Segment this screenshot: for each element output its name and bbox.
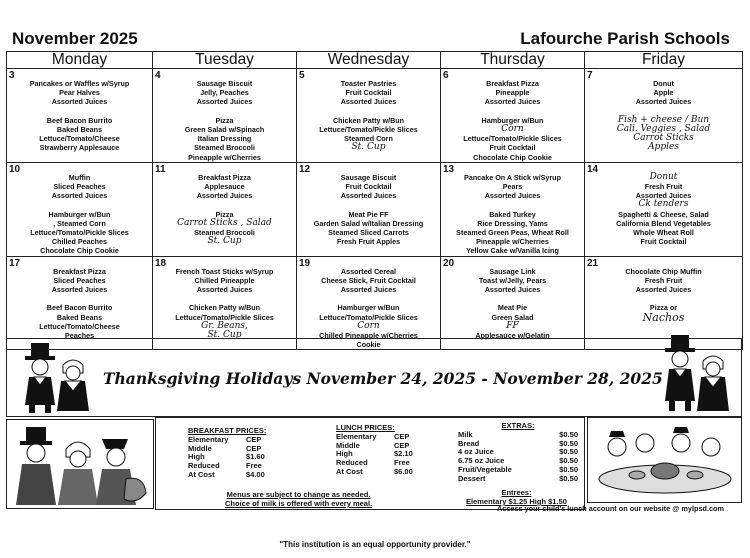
price-value: $0.50: [559, 456, 578, 466]
menu-line: Lettuce/Tomato/Pickle Slices: [30, 228, 129, 238]
menu-line: Sausage Biscuit: [340, 172, 397, 182]
weekday-header-row: [7, 52, 743, 69]
menu-line: Assorted Cereal: [340, 266, 397, 276]
menu-line: Chicken Patty w/Bun: [188, 303, 261, 313]
menu-line: Assorted Juices: [340, 97, 397, 107]
price-value: $0.50: [559, 464, 578, 474]
day-cell: [7, 69, 153, 163]
handwritten-line: Fish + cheese / Bun: [617, 114, 710, 125]
menu-line: Muffin: [68, 172, 91, 182]
price-label: Elementary: [336, 431, 377, 441]
menu-line: Hamburger w/Bun: [481, 115, 544, 125]
day-number: 7: [587, 70, 593, 81]
menu-line: Jelly, Peaches: [200, 88, 249, 98]
handwritten-line: Donut: [649, 171, 678, 182]
menu-line: Chilled Peaches: [51, 237, 108, 247]
menu-notes: [225, 490, 372, 508]
menu-line: Chilled Pineapple: [194, 275, 255, 285]
lunch-prices-title: LUNCH PRICES:: [336, 423, 395, 432]
price-value: $0.50: [559, 447, 578, 457]
pilgrim-couple-icon: [17, 341, 97, 415]
menu-line: Breakfast Pizza: [486, 79, 539, 88]
lunch-prices: [336, 424, 413, 477]
menu-line: Chocolate Chip Cookie: [40, 246, 119, 256]
price-label: Reduced: [188, 461, 220, 471]
breakfast-prices: [188, 427, 266, 480]
handwritten-line: Ck tenders: [638, 199, 689, 210]
menu-line: Pizza or: [649, 303, 678, 313]
menu-line: Lettuce/Tomato/Cheese: [39, 321, 120, 331]
menu-line: Lettuce/Tomato/Cheese: [39, 134, 120, 144]
day-cell: [153, 162, 297, 256]
menu-line: Garden Salad w/Italian Dressing: [313, 218, 424, 228]
menu-line: Pancakes or Waffles w/Syrup: [29, 79, 130, 88]
menu-line: Peaches: [64, 331, 95, 341]
day-number: 18: [155, 257, 167, 269]
menu-line: Yellow Cake w/Vanilla Icing: [466, 246, 559, 256]
menu-line: Sausage Biscuit: [196, 79, 253, 88]
menu-line: Pineapple w/Cherries: [476, 237, 549, 247]
breakfast-prices-title: BREAKFAST PRICES:: [188, 426, 267, 435]
menu-line: Chocolate Chip Cookie: [473, 152, 552, 162]
menu-line: Assorted Juices: [635, 97, 692, 107]
menu-line: Assorted Juices: [484, 285, 541, 295]
price-label: At Cost: [188, 469, 215, 479]
handwritten-line: St. Cup: [207, 236, 242, 247]
menu-line: Meat Pie FF: [348, 209, 389, 219]
price-value: $4.00: [246, 469, 265, 479]
day-cell: [7, 162, 153, 256]
menu-line: Applesauce: [204, 182, 245, 192]
menu-line: Assorted Juices: [196, 285, 253, 295]
weekday-tuesday: Tuesday: [153, 52, 297, 69]
menu-line: Strawberry Applesauce: [39, 143, 120, 153]
price-label: Milk: [458, 429, 473, 439]
day-cell: [153, 69, 297, 163]
menu-line: Spaghetti & Cheese, Salad: [618, 209, 709, 219]
day-number: 19: [299, 257, 311, 269]
menu-line: Italian Dressing: [197, 134, 252, 144]
price-label: High: [336, 449, 353, 459]
menu-line: Steamed Broccoli: [194, 143, 255, 153]
day-cell: [297, 69, 441, 163]
entrees-title: Entrees:: [501, 488, 532, 497]
menu-line: Assorted Juices: [196, 191, 253, 201]
day-number: 12: [299, 163, 311, 175]
menu-line: Meat Pie: [497, 303, 528, 313]
menu-line: Fresh Fruit: [644, 275, 683, 285]
week-row-1: [7, 69, 743, 163]
day-cell: [441, 256, 585, 350]
menu-line: Lettuce/Tomato/Pickle Slices: [319, 125, 418, 135]
menu-line: Lettuce/Tomato/Pickle Slices: [463, 134, 562, 144]
menu-line: Fresh Fruit: [644, 182, 683, 192]
day-cell: [7, 256, 153, 350]
account-note: Access your child's lunch account on our website @ mylpsd.com: [497, 504, 724, 513]
menu-line: Apple: [653, 88, 674, 98]
day-number: 10: [9, 163, 21, 175]
day-number: 21: [587, 257, 599, 269]
menu-line: Applesauce w/Gelatin: [475, 331, 550, 341]
day-number: 4: [155, 70, 161, 81]
menu-line: Assorted Juices: [340, 285, 397, 295]
menu-line: Fruit Cocktail: [489, 143, 536, 153]
day-cell: [585, 69, 743, 163]
weekday-monday: Monday: [7, 52, 153, 69]
handwritten-line: St. Cup: [351, 142, 386, 153]
weekday-friday: Friday: [585, 52, 743, 69]
day-number: 3: [9, 70, 15, 81]
menu-line: Green Salad w/Spinach: [184, 125, 265, 135]
pilgrim-couple-icon: [657, 331, 737, 415]
price-label: Elementary: [188, 434, 229, 444]
handwritten-line: FF: [506, 320, 519, 331]
menu-line: Pineapple w/Cherries: [188, 152, 261, 162]
price-value: $0.50: [559, 473, 578, 483]
price-value: CEP: [394, 440, 410, 450]
menu-line: Green Salad: [491, 312, 534, 322]
menu-line: Toaster Pastries: [340, 79, 397, 88]
handwritten-line: St. Cup: [207, 330, 242, 341]
menu-line: Sausage Link: [489, 266, 536, 276]
menu-line: Pineapple: [495, 88, 530, 98]
menu-line: Assorted Juices: [51, 97, 108, 107]
price-value: $0.50: [559, 438, 578, 448]
price-label: At Cost: [336, 466, 363, 476]
price-label: 4 oz Juice: [458, 447, 494, 457]
menu-line: Whole Wheat Roll: [633, 228, 694, 238]
handwritten-line: Cali. Veggies , Salad: [616, 124, 711, 135]
menu-line: Chicken Patty w/Bun: [332, 115, 405, 125]
menu-line: Breakfast Pizza: [198, 172, 251, 182]
district-title: Lafourche Parish Schools: [520, 29, 730, 48]
weekday-wednesday: Wednesday: [297, 52, 441, 69]
price-label: Dessert: [458, 473, 486, 483]
price-label: Reduced: [336, 458, 368, 468]
price-value: CEP: [394, 431, 410, 441]
menu-line: Chilled Pineapple w/Cherries: [319, 331, 418, 341]
menu-line: Fruit Cocktail: [345, 182, 392, 192]
price-value: Free: [394, 458, 410, 468]
handwritten-line: Apples: [648, 142, 679, 153]
menu-line: Assorted Juices: [635, 191, 692, 201]
holiday-banner: [6, 338, 742, 417]
menu-line: Steamed Broccoli: [194, 228, 255, 238]
menu-line: Breakfast Pizza: [53, 266, 106, 276]
price-label: 6.75 oz Juice: [458, 456, 505, 466]
equal-opportunity-footer: "This institution is an equal opportunity provider.": [279, 540, 471, 549]
menu-line: Sliced Peaches: [53, 275, 106, 285]
week-row-2: [7, 162, 743, 256]
menu-line: Baked Beans: [56, 312, 103, 322]
menu-line: Rice Dressing, Yams: [477, 218, 548, 228]
day-number: 14: [587, 163, 599, 175]
menu-line: Cookie: [356, 340, 381, 350]
menu-line: Sliced Peaches: [53, 182, 106, 192]
menu-line: Lettuce/Tomato/Pickle Slices: [319, 312, 418, 322]
day-cell: [153, 256, 297, 350]
day-number: 11: [155, 163, 166, 175]
menu-line: Assorted Juices: [484, 191, 541, 201]
holiday-banner-text: Thanksgiving Holidays November 24, 2025 - November 28, 2025: [103, 369, 663, 388]
menu-line: Steamed Sliced Carrots: [328, 228, 409, 238]
entrees-line: Elementary $1.25 High $1.50: [466, 497, 567, 506]
menu-line: Donut: [653, 79, 674, 88]
price-label: Bread: [458, 438, 480, 448]
price-label: Middle: [336, 440, 360, 450]
day-cell: [585, 162, 743, 256]
day-number: 20: [443, 257, 455, 269]
menu-line: Fresh Fruit Apples: [336, 237, 401, 247]
menu-line: Baked Beans: [56, 125, 103, 135]
menu-line: Pizza: [215, 115, 234, 125]
note-line: Choice of milk is offered with every meal.: [225, 499, 373, 508]
price-label: High: [188, 452, 205, 462]
menu-line: Assorted Juices: [340, 191, 397, 201]
menu-line: French Toast Sticks w/Syrup: [175, 266, 274, 276]
menu-line: Pizza: [215, 209, 234, 219]
day-number: 13: [443, 163, 455, 175]
menu-line: Assorted Juices: [51, 285, 108, 295]
price-value: $6.00: [394, 466, 413, 476]
day-cell: [297, 162, 441, 256]
week-row-3: [7, 256, 743, 350]
price-value: CEP: [246, 434, 262, 444]
extras-prices: [458, 422, 578, 484]
menu-line: Toast w/Jelly, Pears: [478, 275, 547, 285]
menu-line: Assorted Juices: [51, 191, 108, 201]
menu-line: Beef Bacon Burrito: [46, 303, 113, 313]
extras-title: EXTRAS:: [501, 421, 535, 430]
menu-line: Baked Turkey: [489, 209, 536, 219]
price-value: Free: [246, 461, 262, 471]
handwritten-line: Corn: [357, 320, 380, 331]
price-value: CEP: [246, 443, 262, 453]
pilgrim-group-icon: [6, 419, 154, 509]
menu-line: Chocolate Chip Muffin: [625, 266, 702, 276]
price-value: $1.60: [246, 452, 265, 462]
handwritten-line: Carrot Sticks , Salad: [177, 217, 272, 228]
menu-line: Pears: [502, 182, 523, 192]
handwritten-line: Carrot Sticks: [633, 133, 694, 144]
price-value: $2.10: [394, 449, 413, 459]
day-number: 17: [9, 257, 21, 269]
menu-line: Fruit Cocktail: [640, 237, 687, 247]
menu-line: Cheese Stick, Fruit Cocktail: [321, 275, 416, 285]
menu-calendar: [6, 51, 743, 350]
thanksgiving-feast-icon: [587, 417, 742, 503]
menu-line: Hamburger w/Bun: [48, 209, 111, 219]
menu-line: Hamburger w/Bun: [337, 303, 400, 313]
handwritten-line: Nachos: [642, 310, 685, 324]
weekday-thursday: Thursday: [441, 52, 585, 69]
menu-line: Pancake On A Stick w/Syrup: [464, 172, 561, 182]
day-cell: [441, 162, 585, 256]
menu-line: Beef Bacon Burrito: [46, 115, 113, 125]
month-title: November 2025: [12, 29, 138, 48]
day-number: 6: [443, 70, 449, 81]
handwritten-line: Corn: [501, 124, 524, 135]
menu-line: California Blend Vegetables: [616, 218, 711, 228]
day-cell: [441, 69, 585, 163]
note-line: Menus are subject to change as needed.: [226, 490, 371, 499]
price-label: Fruit/Vegetable: [458, 464, 512, 474]
menu-line: Pear Halves: [59, 88, 100, 98]
menu-line: Steamed Green Peas, Wheat Roll: [456, 228, 569, 238]
menu-line: Assorted Juices: [196, 97, 253, 107]
day-number: 5: [299, 70, 305, 81]
menu-line: Assorted Juices: [484, 97, 541, 107]
handwritten-line: Gr. Beans,: [201, 320, 248, 331]
menu-line: Assorted Juices: [635, 285, 692, 295]
menu-line: , Steamed Corn: [53, 218, 106, 228]
menu-line: Steamed Corn: [344, 134, 393, 144]
menu-line: Lettuce/Tomato/Pickle Slices: [175, 312, 274, 322]
price-label: Middle: [188, 443, 212, 453]
menu-line: Fruit Cocktail: [345, 88, 392, 98]
price-value: $0.50: [559, 429, 578, 439]
day-cell: [297, 256, 441, 350]
